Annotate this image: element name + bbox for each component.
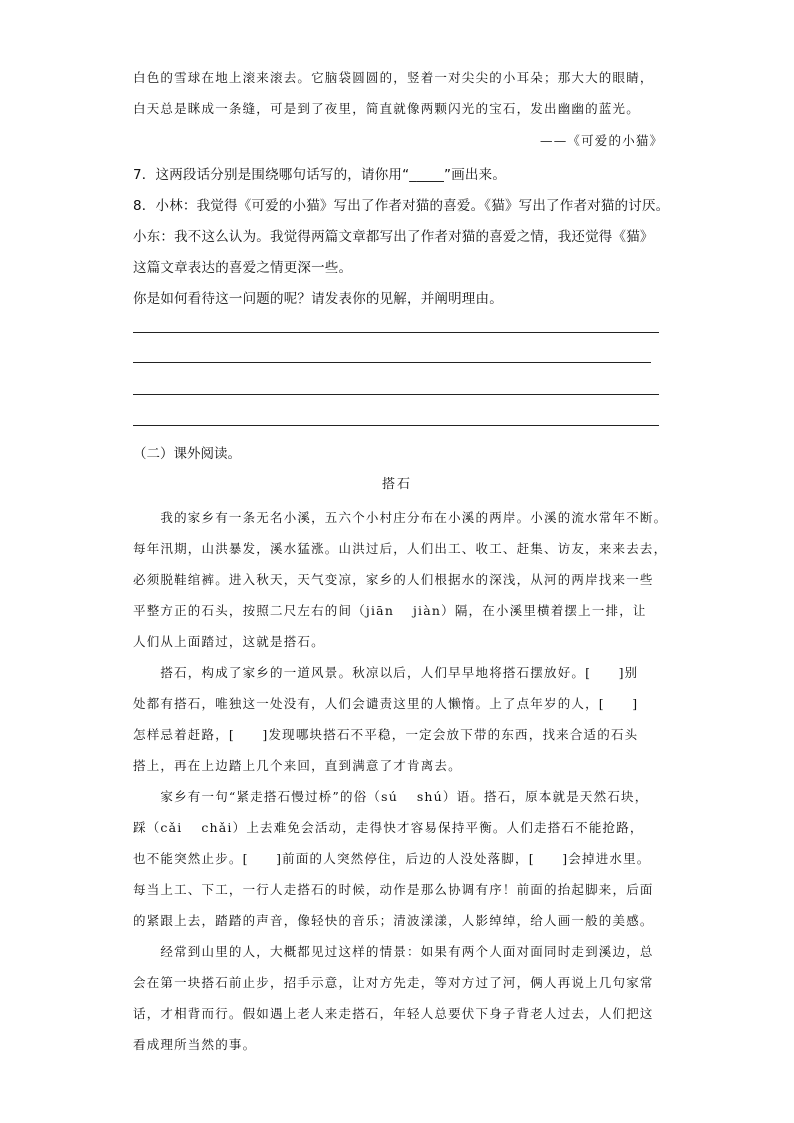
question-7: 7．这两段话分别是围绕哪句话写的，请你用“_____”画出来。: [133, 167, 507, 183]
article-line: 平整方正的石头，按照二尺左右的间（jiān jiàn）隔，在小溪里横着摆上一排，让: [133, 603, 647, 618]
article-line: 怎样忌着赶路，[ ]发现哪块搭石不平稳，一定会放下带的东西，找来合适的石头: [133, 727, 639, 742]
article-line: 看成理所当然的事。: [133, 1037, 257, 1052]
article-line: 人们从上面踏过，这就是搭石。: [133, 634, 325, 649]
article-line: 每年汛期，山洪暴发，溪水猛涨。山洪过后，人们出工、收工、赶集、访友，来来去去，: [133, 541, 668, 556]
article-title: 搭石: [381, 477, 412, 492]
article-line: 也不能突然止步。[ ]前面的人突然停住，后边的人没处落脚，[ ]会掉进水里。: [133, 851, 651, 866]
article-line: 的紧跟上去，踏踏的声音，像轻快的音乐；清波漾漾，人影绰绰，给人画一般的美感。: [133, 913, 654, 928]
answer-line-1[interactable]: [133, 332, 659, 333]
section-heading: （二）课外阅读。: [133, 446, 241, 462]
passage-a-line-2: 白天总是眯成一条缝，可是到了夜里，简直就像两颗闪光的宝石，发出幽幽的蓝光。: [133, 101, 640, 116]
question-8-line-3: 这篇文章表达的喜爱之情更深一些。: [133, 260, 353, 276]
answer-line-3[interactable]: [133, 394, 659, 395]
question-8-line-2: 小东：我不这么认为。我觉得两篇文章都写出了作者对猫的喜爱之情，我还觉得《猫》: [133, 229, 654, 245]
article-line: 处都有搭石，唯独这一处没有，人们会谴责这里的人懒惰。上了点年岁的人，[ ]: [133, 696, 639, 711]
passage-a-line-1: 白色的雪球在地上滚来滚去。它脑袋圆圆的，竖着一对尖尖的小耳朵；那大大的眼睛，: [133, 70, 654, 85]
article-line: 搭石，构成了家乡的一道风景。秋凉以后，人们早早地将搭石摆放好。[ ]别: [133, 665, 639, 680]
article-line: 必须脱鞋绾裤。进入秋天，天气变凉，家乡的人们根据水的深浅，从河的两岸找来一些: [133, 572, 654, 587]
article-line: 每当上工、下工，一行人走搭石的时候，动作是那么协调有序！前面的抬起脚来，后面: [133, 882, 654, 897]
passage-a-source: ——《可爱的小猫》: [540, 133, 664, 148]
article-line: 我的家乡有一条无名小溪，五六个小村庄分布在小溪的两岸。小溪的流水常年不断。: [133, 510, 668, 525]
article-line: 话，才相背而行。假如遇上老人来走搭石，年轻人总要伏下身子背老人过去，人们把这: [133, 1006, 654, 1021]
article-line: 踩（cǎi chǎi）上去难免会活动，走得快才容易保持平衡。人们走搭石不能抢路，: [133, 820, 644, 835]
question-8-line-1: 8．小林：我觉得《可爱的小猫》写出了作者对猫的喜爱。《猫》写出了作者对猫的讨厌。: [133, 198, 670, 214]
answer-line-4[interactable]: [133, 425, 659, 426]
article-line: 经常到山里的人，大概都见过这样的情景：如果有两个人面对面同时走到溪边，总: [133, 944, 654, 959]
article-line: 搭上，再在上边踏上几个来回，直到满意了才肯离去。: [133, 758, 462, 773]
article-line: 会在第一块搭石前止步，招手示意，让对方先走，等对方过了河，俩人再说上几句家常: [133, 975, 654, 990]
article-line: 家乡有一句“紧走搭石慢过桥”的俗（sú shú）语。搭石，原本就是天然石块，: [133, 789, 649, 804]
answer-line-2[interactable]: [133, 362, 651, 363]
question-8-prompt: 你是如何看待这一问题的呢？请发表你的见解，并阐明理由。: [133, 291, 503, 307]
